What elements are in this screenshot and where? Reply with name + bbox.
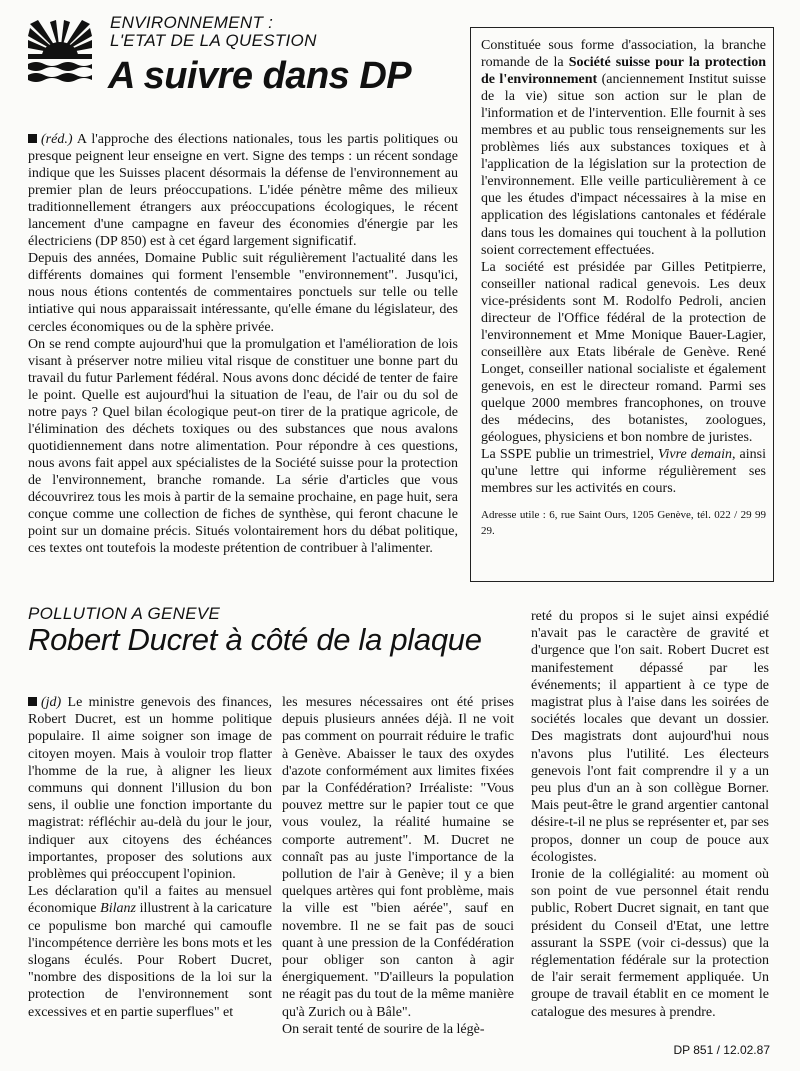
publication-name: Vivre demain [657,447,732,463]
paragraph-text: Constituée sous forme d'association, la branche romande de la [481,38,766,71]
publication-name: Bilanz [100,901,136,917]
article-title-2: Robert Ducret à côté de la plaque [28,622,482,657]
author-tag: (jd) [41,695,62,710]
paragraph [28,694,272,883]
column-2 [282,694,514,1038]
paragraph: les mesures nécessaires ont été prises depuis plusieurs années déjà. Il ne voit pas comment on pourrait réduire le trafic à Genève. Abaisser le taux des oxydes d'azote conformément aux limites fixées par la Confédération? Irréaliste: "Vous pouvez mettre sur le papier tout ce que vous voulez, la réalité humaine se comporte autrement". M. Ducret ne connaît pas au juste l'importance de la pollution de l'air à Genève; il y a bien quelques artères qui font problème, mais la ville est "bien aérée", sauf en novembre. Il ne se fait pas de souci quant à une pression de la Confédération pour obliger son canton à agir énergiquement. "D'ailleurs la population ne réagit pas du tout de la même manière qu'à Zurich ou à Bâle". [282,695,514,1020]
paragraph: La société est présidée par Gilles Petitpierre, conseiller national radical genevois. Les deux vice-présidents sont M. Rodolfo Pedroli, ancien directeur de l'Office fédéral de la protection de l'environnement et Mme Monique Bauer-Lagier, conseillère aux Etats libérale de Genève. René Longet, conseiller national socialiste et également genevois, en est le directeur romand. Parmi ses quelque 2000 membres francophones, on trouve des médecins, des botanistes, zoologues, géologues, physiciens et bon nombre de juristes. [481,259,766,446]
address-note: Adresse utile : 6, rue Saint Ours, 1205 Genève, tél. 022 / 29 99 29. [481,509,766,538]
page-footer: DP 851 / 12.02.87 [673,1043,770,1057]
kicker-line-2: L'ETAT DE LA QUESTION [110,31,317,50]
paragraph [481,446,766,497]
section-kicker [110,14,317,50]
bullet-square-icon [28,697,37,706]
paragraph: On se rend compte aujourd'hui que la promulgation et l'amélioration de lois visant à préserver notre milieu vital risque de constituer une bonne part du travail du futur Parlement fédéral. Nous avons donc décidé de tenter de faire le point. Quelle est aujourd'hui la situation de l'eau, de l'air ou du sol de notre pays ? Quel bilan écologique peut-on tirer de la pratique agricole, de l'élimination des déchets toxiques ou des substances que nous avalons quotidiennement dans notre alimentation. Pour répondre à ces questions, nous avons fait appel aux spécialistes de la Société suisse pour la protection de l'environnement, branche romande. La série d'articles que vous découvrirez tous les mois à partir de la semaine prochaine, en page huit, sera conçue comme une collection de fiches de synthèse, qui feront chacune le point sur un domaine précis. Situés volontairement hors du débat politique, ces textes ont toutefois la modeste prétention de contribuer à l'alimenter. [28,336,458,557]
author-tag: (réd.) [41,132,73,147]
paragraph-text: La SSPE publie un trimestriel, [481,447,658,463]
section-kicker-2: POLLUTION A GENEVE [28,604,221,623]
paragraph [28,883,272,1021]
article-body [28,131,458,557]
paragraph-text: illustrent à la caricature ce populisme bon marché qui camoufle l'incompétence derrière les bons mots et les slogans éculés. Pour Robert Ducret, "nombre des dispositions de la loi sur la protection de l'environnement sont excessives et en partie superflues" et [28,901,273,1020]
paragraph [28,131,458,250]
organisation-name: Société suisse pour la protection de l'environnement [481,55,767,88]
paragraph: reté du propos si le sujet ainsi expédié n'avait pas le caractère de gravité et d'urgence que l'on sait. Robert Ducret est manifestement dépassé par les événements; il appartient à ce type de magistrat plus à l'aise dans les soirées de sociétés locales que devant un dossier. Des magistrats dont aujourd'hui nous n'avons plus l'utilité. Les électeurs genevois l'ont fait comprendre il y a un peu plus d'un an à son collègue Borner. Mais peut-être le grand argentier cantonal désire-t-il ne plus se représenter et, par ses propos, donner un coup de pouce aux écologistes. [531,609,769,865]
column-3 [531,608,769,1021]
paragraph: Ironie de la collégialité: au moment où son point de vue personnel était rendu public, Robert Ducret signait, en tant que président du Conseil d'Etat, une lettre assurant la SSPE (voir ci-dessus) que la réglementation fédérale sur la protection de l'air serait fermement appliquée. Un groupe de travail établit en ce moment le catalogue des mesures à prendre. [531,867,769,1020]
article-title: A suivre dans DP [108,55,412,97]
paragraph-text: Les déclaration qu'il a faites au mensuel économique [28,884,272,917]
paragraph-text: , ainsi qu'une lettre qui informe régulièrement ses membres sur les activités en cours. [481,447,766,497]
paragraph-text: Le ministre genevois des finances, Robert Ducret, est un homme politique populaire. Il aime soigner son image de citoyen moyen. Mais à vouloir trop flatter l'homme de la rue, à aligner les lieux communs qui donnent l'illusion du bon sens, il oublie une fonction importante du magistrat: réfléchir au-delà du jour le jour, indiquer aux citoyens des échéances importantes, proposer des solutions aux problèmes qui préoccupent l'opinion. [28,695,272,883]
paragraph-text: (anciennement Institut suisse de la vie) situe son action sur le plan de l'information et de l'intervention. Elle fournit à ses membres et au public tous renseignements sur les problèmes liés aux substances toxiques et à l'application de la législation sur la protection de l'environnement. Elle veille particulièrement à ce que les études d'impact nécessaires à la mise en application des législations cantonales et fédérale dans tous les domaines qui touchent à la pollution soient correctement effectuées. [481,72,766,258]
paragraph [481,37,766,259]
paragraph-text: A l'approche des élections nationales, tous les partis politiques ou presque peignent leur enseigne en vert. Signe des temps : un récent sondage indique que les Suisses placent désormais la défense de l'environnement au premier plan de leurs préoccupations. L'idée pénètre même des milieux traditionnellement étrangers aux préoccupations écologiques, le récent lancement d'une campagne en faveur des économies d'énergie par les électriciens (DP 850) est à cet égard largement significatif. [28,132,458,250]
kicker-line-1: ENVIRONNEMENT : [110,13,274,32]
bullet-square-icon [28,134,37,143]
paragraph: On serait tenté de sourire de la légè- [282,1021,485,1037]
info-box [470,27,774,582]
sun-waves-logo-icon [28,20,92,86]
column-1 [28,694,272,1021]
paragraph: Depuis des années, Domaine Public suit régulièrement l'actualité dans les différents domaines qui forment l'ensemble "environnement". Jusqu'ici, nous nous étions contentés de commentaires ponctuels sur telle ou telle intiative qui nous apparaissait intéressante, qu'elle émane du législateur, des cercles économiques ou de la sphère privée. [28,251,458,335]
